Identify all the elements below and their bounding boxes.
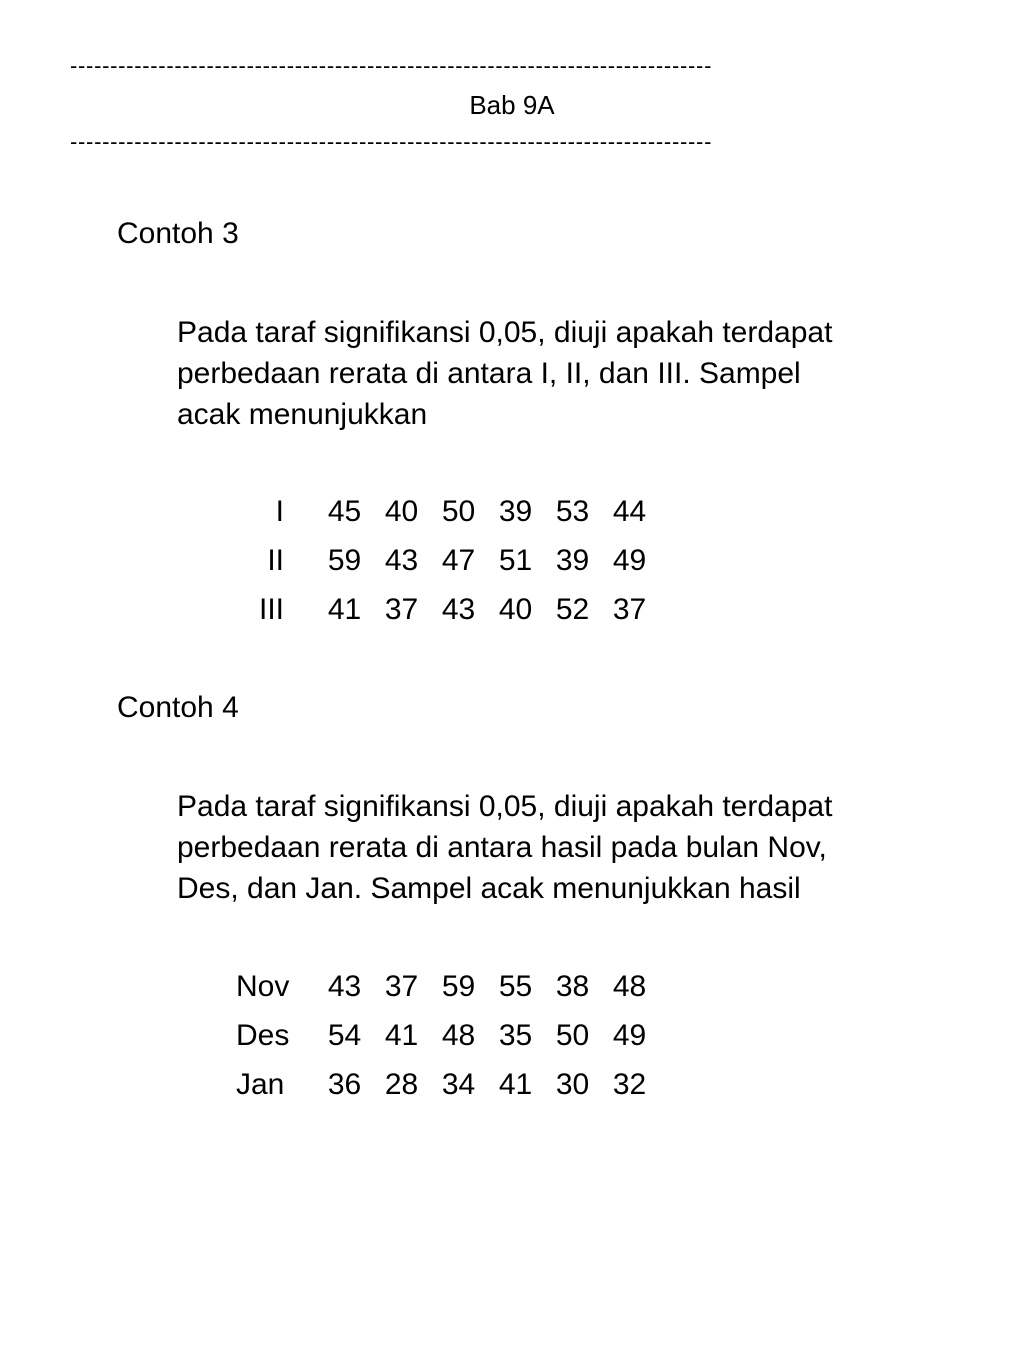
data-value: 51 [498,544,533,577]
data-row [0,1060,1024,1109]
example-3-data-table [0,487,1024,634]
data-value: 41 [327,593,362,626]
data-value: 50 [555,1019,590,1052]
data-value: 48 [612,970,647,1003]
data-value: 48 [441,1019,476,1052]
data-value: 49 [612,544,647,577]
data-value: 38 [555,970,590,1003]
data-value: 43 [327,970,362,1003]
data-value: 40 [498,593,533,626]
row-label: Des [236,1019,290,1052]
data-value: 52 [555,593,590,626]
data-value: 50 [441,495,476,528]
data-value: 43 [441,593,476,626]
data-value: 54 [327,1019,362,1052]
data-value: 41 [384,1019,419,1052]
data-value: 35 [498,1019,533,1052]
row-label: III [258,593,284,626]
paragraph-line: perbedaan rerata di antara I, II, dan III. Sampel [177,357,801,390]
row-label: Nov [236,970,290,1003]
example-4-paragraph [177,786,977,909]
example-3-heading: Contoh 3 [117,217,239,250]
data-value: 59 [441,970,476,1003]
data-value: 40 [384,495,419,528]
data-value: 28 [384,1068,419,1101]
row-label: II [267,544,284,577]
data-row [0,487,1024,536]
data-value: 36 [327,1068,362,1101]
paragraph-line: Pada taraf signifikansi 0,05, diuji apakah terdapat [177,790,833,823]
example-4-heading: Contoh 4 [117,691,239,724]
header-top-divider: -------------------------------------------------------------------------------- [70,54,713,78]
data-value: 37 [384,970,419,1003]
data-value: 39 [498,495,533,528]
header-bottom-divider: -------------------------------------------------------------------------------- [70,130,713,154]
example-3-paragraph [177,312,977,435]
paragraph-line: Des, dan Jan. Sampel acak menunjukkan hasil [177,872,801,905]
data-value: 53 [555,495,590,528]
data-value: 39 [555,544,590,577]
data-value: 37 [612,593,647,626]
data-value: 55 [498,970,533,1003]
data-value: 37 [384,593,419,626]
data-row [0,1011,1024,1060]
data-value: 45 [327,495,362,528]
data-value: 34 [441,1068,476,1101]
chapter-title: Bab 9A [469,90,555,120]
paragraph-line: perbedaan rerata di antara hasil pada bulan Nov, [177,831,827,864]
data-value: 32 [612,1068,647,1101]
data-row [0,962,1024,1011]
row-label: Jan [236,1068,285,1101]
data-value: 41 [498,1068,533,1101]
data-value: 47 [441,544,476,577]
data-value: 49 [612,1019,647,1052]
data-row [0,536,1024,585]
example-4-data-table [0,962,1024,1109]
data-value: 44 [612,495,647,528]
data-row [0,585,1024,634]
paragraph-line: Pada taraf signifikansi 0,05, diuji apakah terdapat [177,316,833,349]
data-value: 59 [327,544,362,577]
row-label: I [275,495,284,528]
data-value: 43 [384,544,419,577]
paragraph-line: acak menunjukkan [177,398,428,431]
data-value: 30 [555,1068,590,1101]
